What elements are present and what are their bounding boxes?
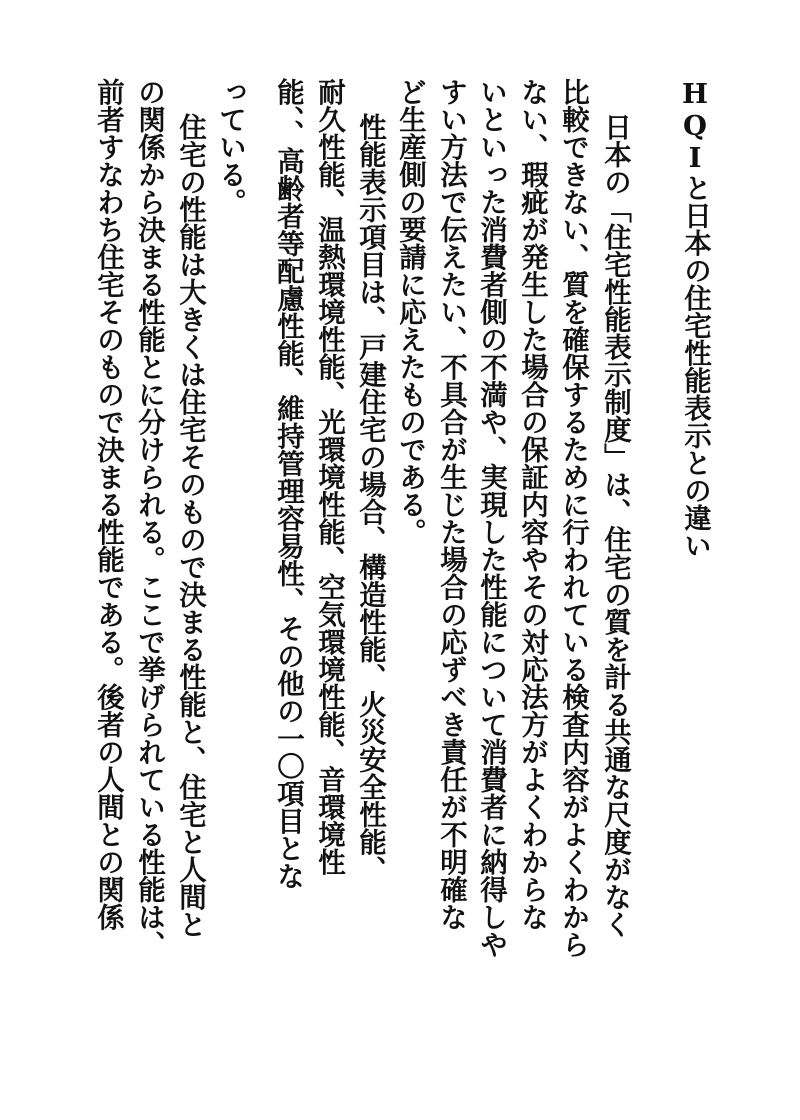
text-line: 前者すなわち住宅そのもので決まる性能である。後者の人間との関係 xyxy=(92,78,124,931)
text-line: 住宅の性能は大きくは住宅そのもので決まる性能と、住宅と人間と xyxy=(174,113,206,938)
text-line: 比較できない、質を確保するために行われている検査内容がよくわから xyxy=(557,78,589,958)
text-line: 性能表示項目は、戸建住宅の場合、構造性能、火災安全性能、 xyxy=(354,113,386,883)
text-line: すい方法で伝えたい、不具合が生じた場合の応ずべき責任が不明確な xyxy=(435,78,467,931)
text-line: 日本の「住宅性能表示制度」は、住宅の質を計る共通な尺度がなく xyxy=(599,113,631,938)
text-line: 耐久性能、温熱環境性能、光環境性能、空気環境性能、音環境性 xyxy=(313,78,345,876)
text-line: の関係から決まる性能とに分けられる。ここで挙げられている性能は、 xyxy=(133,78,165,958)
section-heading: HQIと日本の住宅性能表示との違い xyxy=(679,78,711,559)
text-line: ど生産側の要請に応えたものである。 xyxy=(394,78,426,546)
text-line: 能、、高齢者等配慮性能、維持管理容易性、その他の一〇項目とな xyxy=(272,78,304,890)
text-line: いといった消費者側の不満や、実現した性能について消費者に納得しや xyxy=(475,78,507,958)
text-line: ない、瑕疵が発生した場合の保証内容やその対応法方がよくわからな xyxy=(516,78,548,931)
text-line: っている。 xyxy=(214,78,246,216)
